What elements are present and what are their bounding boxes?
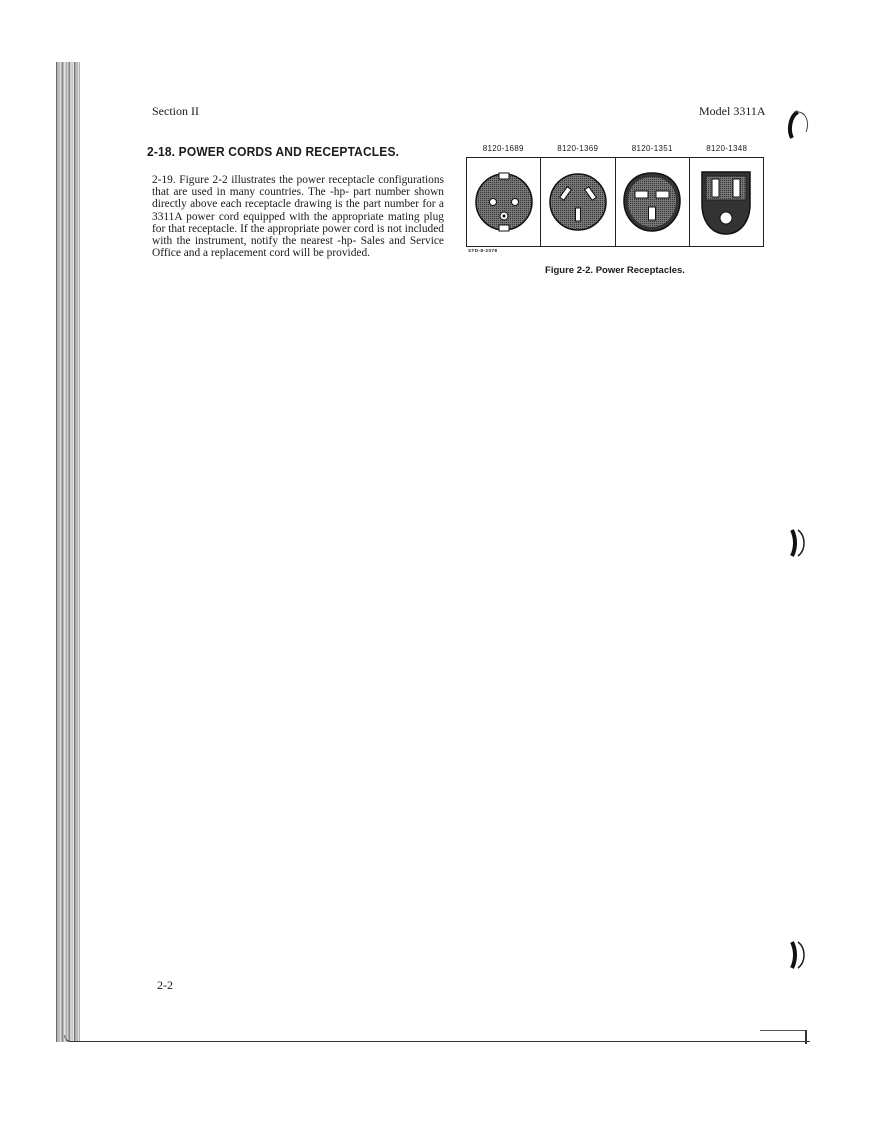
page-number: 2-2 [157, 978, 173, 992]
uk-receptacle-icon [620, 169, 684, 235]
body-paragraph: 2-19. Figure 2-2 illustrates the power receptacle configurations that are used in many countries. The -hp- part number shown directly above each receptacle drawing is the part number for a 3311A power cord equipped with the appropriate mating plug for that receptacle. If the appropriate power cord is not included with the instrument, notify the nearest -hp- Sales and Service Office and a replacement cord will be provided. [152, 174, 444, 260]
receptacle-cell [690, 158, 763, 246]
page-edge-dash [760, 1030, 806, 1031]
punch-hole-mark [786, 526, 812, 560]
australia-receptacle-icon [546, 170, 610, 234]
part-number-label: 8120-1369 [557, 144, 599, 153]
punch-hole-mark [786, 938, 812, 972]
receptacle-table [466, 157, 764, 247]
receptacle-cell [541, 158, 615, 246]
part-number-label: 8120-1689 [482, 144, 524, 153]
part-number-label: 8120-1348 [706, 144, 748, 153]
std-code-label: STD-8-2078 [468, 248, 498, 253]
binding-edge [56, 62, 80, 1042]
north-america-receptacle-icon [696, 166, 756, 238]
model-label: Model 3311A [699, 104, 766, 118]
receptacle-cell [467, 158, 541, 246]
page-corner-tick [805, 1030, 807, 1044]
page-edge-line [64, 1035, 810, 1042]
part-number-row [466, 144, 764, 153]
receptacle-cell [616, 158, 690, 246]
section-heading: 2-18. POWER CORDS AND RECEPTACLES. [147, 144, 400, 159]
section-label: Section II [152, 104, 199, 118]
part-number-label: 8120-1351 [631, 144, 673, 153]
figure-power-receptacles [466, 144, 764, 276]
europe-receptacle-icon [472, 170, 536, 234]
punch-hole-mark [784, 108, 812, 142]
figure-caption: Figure 2-2. Power Receptacles. [545, 265, 685, 276]
